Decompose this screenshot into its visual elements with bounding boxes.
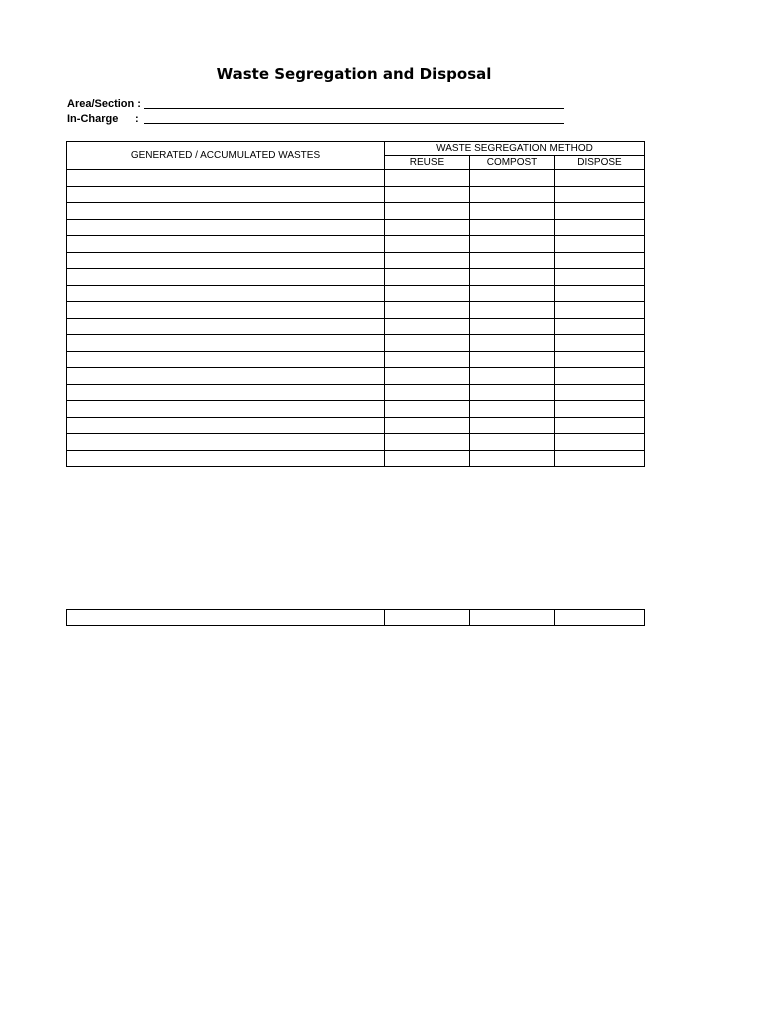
reuse-cell[interactable] <box>385 170 470 187</box>
dispose-cell[interactable] <box>555 610 645 626</box>
reuse-cell[interactable] <box>385 285 470 302</box>
compost-cell[interactable] <box>470 384 555 401</box>
table-row <box>67 335 645 352</box>
waste-cell[interactable] <box>67 285 385 302</box>
waste-cell[interactable] <box>67 170 385 187</box>
summary-table-body <box>67 610 645 626</box>
dispose-cell[interactable] <box>555 368 645 385</box>
waste-table <box>66 141 645 467</box>
dispose-cell[interactable] <box>555 434 645 451</box>
compost-cell[interactable] <box>470 203 555 220</box>
method-group-header: WASTE SEGREGATION METHOD <box>385 142 645 156</box>
summary-table <box>66 609 645 626</box>
area-section-line[interactable] <box>144 108 564 109</box>
in-charge-field <box>67 112 139 126</box>
reuse-cell[interactable] <box>385 186 470 203</box>
waste-cell[interactable] <box>67 269 385 286</box>
dispose-cell[interactable] <box>555 170 645 187</box>
dispose-cell[interactable] <box>555 335 645 352</box>
dispose-cell[interactable] <box>555 318 645 335</box>
dispose-cell[interactable] <box>555 285 645 302</box>
compost-cell[interactable] <box>470 610 555 626</box>
table-row <box>67 610 645 626</box>
waste-cell[interactable] <box>67 434 385 451</box>
table-row <box>67 401 645 418</box>
dispose-cell[interactable] <box>555 384 645 401</box>
reuse-cell[interactable] <box>385 219 470 236</box>
table-row <box>67 170 645 187</box>
dispose-cell[interactable] <box>555 450 645 467</box>
table-row <box>67 186 645 203</box>
in-charge-colon: : <box>135 113 139 125</box>
compost-cell[interactable] <box>470 186 555 203</box>
reuse-cell[interactable] <box>385 417 470 434</box>
reuse-cell[interactable] <box>385 203 470 220</box>
compost-cell[interactable] <box>470 434 555 451</box>
reuse-cell[interactable] <box>385 384 470 401</box>
reuse-cell[interactable] <box>385 351 470 368</box>
table-row <box>67 236 645 253</box>
table-row <box>67 368 645 385</box>
compost-cell[interactable] <box>470 401 555 418</box>
in-charge-label: In-Charge <box>67 113 119 125</box>
compost-cell[interactable] <box>470 318 555 335</box>
in-charge-line[interactable] <box>144 123 564 124</box>
reuse-cell[interactable] <box>385 610 470 626</box>
table-row <box>67 450 645 467</box>
waste-cell[interactable] <box>67 252 385 269</box>
waste-table-body <box>67 170 645 467</box>
reuse-cell[interactable] <box>385 450 470 467</box>
table-row <box>67 351 645 368</box>
reuse-cell[interactable] <box>385 368 470 385</box>
table-row <box>67 318 645 335</box>
table-row <box>67 302 645 319</box>
area-section-field <box>67 97 141 111</box>
reuse-cell[interactable] <box>385 302 470 319</box>
waste-cell[interactable] <box>67 384 385 401</box>
reuse-cell[interactable] <box>385 318 470 335</box>
waste-cell[interactable] <box>67 335 385 352</box>
area-section-label: Area/Section : <box>67 98 141 110</box>
waste-cell[interactable] <box>67 450 385 467</box>
reuse-cell[interactable] <box>385 401 470 418</box>
dispose-column-header: DISPOSE <box>555 156 645 170</box>
dispose-cell[interactable] <box>555 252 645 269</box>
waste-cell[interactable] <box>67 368 385 385</box>
table-row <box>67 434 645 451</box>
dispose-cell[interactable] <box>555 302 645 319</box>
table-row <box>67 384 645 401</box>
compost-cell[interactable] <box>470 450 555 467</box>
waste-cell[interactable] <box>67 302 385 319</box>
document-title: Waste Segregation and Disposal <box>216 65 492 83</box>
table-row <box>67 417 645 434</box>
reuse-cell[interactable] <box>385 434 470 451</box>
waste-cell[interactable] <box>67 318 385 335</box>
waste-cell[interactable] <box>67 236 385 253</box>
dispose-cell[interactable] <box>555 186 645 203</box>
table-row <box>67 219 645 236</box>
dispose-cell[interactable] <box>555 236 645 253</box>
waste-cell[interactable] <box>67 219 385 236</box>
table-row <box>67 203 645 220</box>
compost-cell[interactable] <box>470 285 555 302</box>
waste-cell[interactable] <box>67 401 385 418</box>
waste-cell[interactable] <box>67 186 385 203</box>
compost-cell[interactable] <box>470 302 555 319</box>
reuse-cell[interactable] <box>385 335 470 352</box>
reuse-column-header: REUSE <box>385 156 470 170</box>
compost-cell[interactable] <box>470 417 555 434</box>
compost-cell[interactable] <box>470 170 555 187</box>
compost-cell[interactable] <box>470 236 555 253</box>
table-row <box>67 252 645 269</box>
reuse-cell[interactable] <box>385 269 470 286</box>
dispose-cell[interactable] <box>555 269 645 286</box>
reuse-cell[interactable] <box>385 252 470 269</box>
dispose-cell[interactable] <box>555 219 645 236</box>
table-row <box>67 285 645 302</box>
dispose-cell[interactable] <box>555 351 645 368</box>
dispose-cell[interactable] <box>555 401 645 418</box>
waste-cell[interactable] <box>67 203 385 220</box>
table-row <box>67 269 645 286</box>
wastes-column-header: GENERATED / ACCUMULATED WASTES <box>67 142 385 170</box>
compost-cell[interactable] <box>470 269 555 286</box>
compost-cell[interactable] <box>470 351 555 368</box>
waste-cell[interactable] <box>67 417 385 434</box>
dispose-cell[interactable] <box>555 417 645 434</box>
compost-column-header: COMPOST <box>470 156 555 170</box>
compost-cell[interactable] <box>470 252 555 269</box>
waste-cell[interactable] <box>67 610 385 626</box>
waste-cell[interactable] <box>67 351 385 368</box>
compost-cell[interactable] <box>470 335 555 352</box>
compost-cell[interactable] <box>470 219 555 236</box>
compost-cell[interactable] <box>470 368 555 385</box>
dispose-cell[interactable] <box>555 203 645 220</box>
reuse-cell[interactable] <box>385 236 470 253</box>
